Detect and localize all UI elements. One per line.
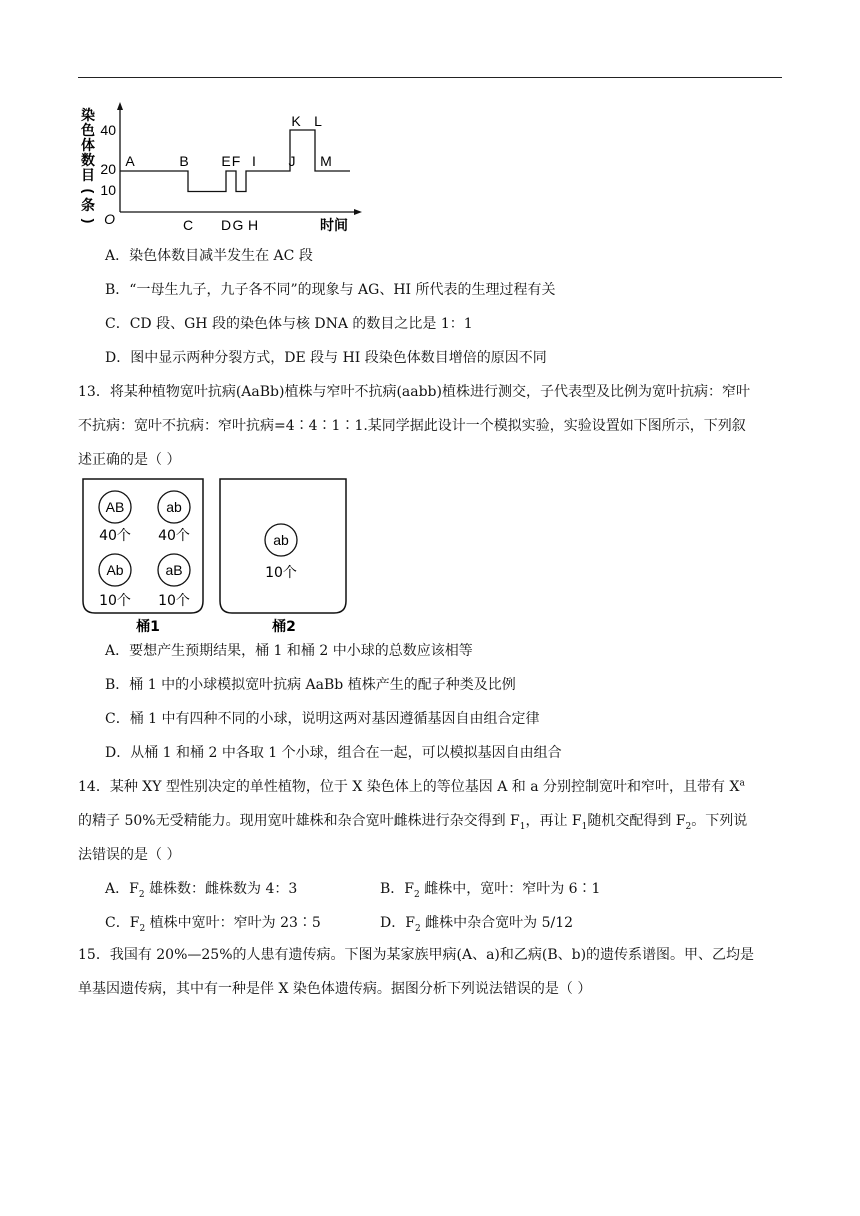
origin-label: O <box>104 211 115 227</box>
q15-stem-line1: 15．我国有 20%—25%的人患有遗传病。下图为某家族甲病(A、a)和乙病(B、b)的遗传系谱图。甲、乙均是 <box>78 947 755 963</box>
x-axis-arrow <box>354 209 362 215</box>
bucket-1-label: 桶1 <box>136 619 160 635</box>
buckets-figure <box>78 475 358 635</box>
point-label-E: E <box>221 153 231 169</box>
y-label-char: 色 <box>81 122 95 138</box>
point-label-K: K <box>291 113 301 129</box>
y-label-char: ) <box>81 218 97 224</box>
q13-stem-line3: 述正确的是（ ） <box>78 452 181 468</box>
q13-option-b: B．桶 1 中的小球模拟宽叶抗病 AaBb 植株产生的配子种类及比例 <box>105 677 516 693</box>
point-label-C: C <box>182 217 194 233</box>
ball-ab-mixed-1-label: Ab <box>106 562 124 578</box>
ball-ab-bucket2-count: 10个 <box>265 565 297 581</box>
ball-ab-mixed-1-count: 10个 <box>99 593 131 609</box>
point-label-D: D <box>220 217 232 233</box>
q13-option-d: D．从桶 1 和桶 2 中各取 1 个小球，组合在一起，可以模拟基因自由组合 <box>105 745 562 761</box>
point-label-A: A <box>125 153 135 169</box>
q15-stem-line2: 单基因遗传病，其中有一种是伴 X 染色体遗传病。据图分析下列说法错误的是（ ） <box>78 981 592 997</box>
point-label-H: H <box>247 217 259 233</box>
q14-option-a: A．$F_2$ 雄株数：雌株数为 4：3 <box>105 881 298 900</box>
y-tick-10: 10 <box>100 182 116 198</box>
q14-stem-line2: 的精子 50%无受精能力。现用宽叶雄株和杂合宽叶雌株进行杂交得到 $F_1$，再让 $F_1$随机交配得到 $F_2$。下列说 <box>78 813 748 832</box>
point-label-B: B <box>179 153 189 169</box>
point-label-J: J <box>288 153 296 169</box>
y-label-char: 染 <box>81 107 95 123</box>
point-label-L: L <box>314 113 322 129</box>
q14-stem-line3: 法错误的是（ ） <box>78 847 181 863</box>
q12-option-a: A．染色体数目减半发生在 AC 段 <box>105 248 313 264</box>
y-tick-40: 40 <box>100 122 116 138</box>
y-label-char: ( <box>81 188 97 194</box>
x-axis-label: 时间 <box>320 218 348 234</box>
q14-stem-line1: 14．某种 XY 型性别决定的单性植物，位于 X 染色体上的等位基因 A 和 a 分别控制宽叶和窄叶，且带有 $X^a$ <box>78 778 745 795</box>
point-label-G: G <box>232 217 244 233</box>
ball-ab-bucket2-label: ab <box>273 532 289 548</box>
ball-ab-lower-1-label: ab <box>166 499 182 515</box>
q13-option-c: C．桶 1 中有四种不同的小球，说明这两对基因遵循基因自由组合定律 <box>105 711 540 727</box>
chromosome-chart <box>78 100 368 240</box>
ball-ab-mixed-2-label: aB <box>165 562 183 578</box>
chart-y-label <box>80 107 97 223</box>
y-label-char: 目 <box>81 167 95 183</box>
y-label-char: 体 <box>81 137 95 153</box>
q14-option-b: B．$F_2$ 雌株中，宽叶：窄叶为 6∶1 <box>380 881 601 900</box>
ball-ab-mixed-2-count: 10个 <box>158 593 190 609</box>
point-label-I: I <box>252 153 256 169</box>
y-tick-20: 20 <box>100 161 116 177</box>
y-label-char: 数 <box>81 152 95 168</box>
q14-option-d: D．$F_2$ 雌株中杂合宽叶为 5/12 <box>380 915 574 934</box>
q12-option-c: C．CD 段、GH 段的染色体与核 DNA 的数目之比是 1：1 <box>105 316 473 332</box>
bucket-2-label: 桶2 <box>272 619 296 635</box>
ball-ab-lower-1-count: 40个 <box>158 528 190 544</box>
ball-ab-upper-count: 40个 <box>99 528 131 544</box>
point-label-M: M <box>320 153 332 169</box>
q13-option-a: A．要想产生预期结果，桶 1 和桶 2 中小球的总数应该相等 <box>105 643 473 659</box>
q12-option-b: B．“一母生九子，九子各不同”的现象与 AG、HI 所代表的生理过程有关 <box>105 282 556 298</box>
q14-option-c: C．$F_2$ 植株中宽叶：窄叶为 23∶5 <box>105 915 321 934</box>
point-label-F: F <box>231 153 241 169</box>
y-axis-arrow <box>117 102 123 110</box>
q13-stem-line2: 不抗病：宽叶不抗病：窄叶抗病=4∶4∶1∶1.某同学据此设计一个模拟实验，实验设置如下图所示，下列叙 <box>78 418 746 434</box>
ball-ab-upper-label: AB <box>105 499 125 515</box>
y-label-char: 条 <box>81 197 95 213</box>
q12-option-d: D．图中显示两种分裂方式，DE 段与 HI 段染色体数目增倍的原因不同 <box>105 350 547 366</box>
q13-stem-line1: 13．将某种植物宽叶抗病(AaBb)植株与窄叶不抗病(aabb)植株进行测交，子代表型及比例为宽叶抗病：窄叶 <box>78 384 750 400</box>
header-rule <box>78 77 782 78</box>
